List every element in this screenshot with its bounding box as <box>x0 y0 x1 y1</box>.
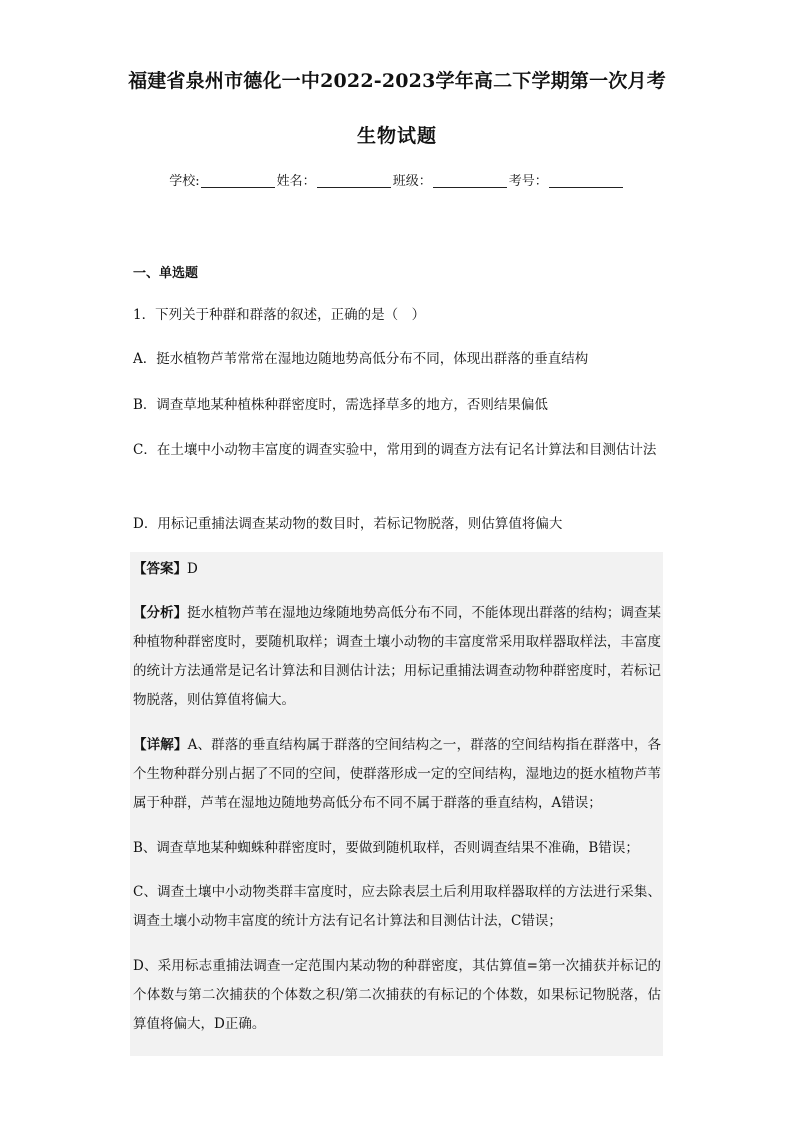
analysis-paragraph <box>133 599 661 715</box>
analysis-text: 挺水植物芦苇在湿地边缘随地势高低分布不同，不能体现出群落的结构；调查某种植物种群密度时，要随机取样；调查土壤小动物的丰富度常采用取样器取样法，丰富度的统计方法通常是记名计算法和目测估计法；用标记重捕法调查动物种群密度时，若标记物脱落，则估算值将偏大。 <box>133 605 662 708</box>
school-label: 学校: <box>169 174 200 189</box>
exam-number-blank[interactable] <box>549 173 623 188</box>
school-blank[interactable] <box>201 173 275 188</box>
option-a: A．挺水植物芦苇常常在湿地边随地势高低分布不同，体现出群落的垂直结构 <box>133 351 589 367</box>
detail-paragraph-d: D、采用标志重捕法调查一定范围内某动物的种群密度，其估算值=第一次捕获并标记的个体数与第二次捕获的个体数之积/第二次捕获的有标记的个体数，如果标记物脱落，估算值将偏大，D正确。 <box>133 958 661 1032</box>
option-c: C．在土壤中小动物丰富度的调查实验中，常用到的调查方法有记名计算法和目测估计法 <box>133 442 657 458</box>
detail-label: 【详解】 <box>133 737 188 753</box>
section-heading: 一、单选题 <box>133 266 199 281</box>
class-blank[interactable] <box>433 173 507 188</box>
detail-a-text: A、群落的垂直结构属于群落的空间结构之一，群落的空间结构指在群落中，各个生物种群分别占据了不同的空间，使群落形成一定的空间结构，湿地边的挺水植物芦苇属于种群，芦苇在湿地边随地势高低分布不同不属于群落的垂直结构，A错误； <box>133 737 662 811</box>
solution-panel <box>130 552 663 1056</box>
class-label: 班级： <box>392 174 432 189</box>
option-d: D．用标记重捕法调查某动物的数目时，若标记物脱落，则估算值将偏大 <box>133 516 563 532</box>
student-info-line <box>0 170 794 194</box>
detail-paragraph-a <box>133 731 661 818</box>
name-blank[interactable] <box>317 173 391 188</box>
document-title: 福建省泉州市德化一中2022-2023学年高二下学期第一次月考 <box>128 70 666 92</box>
question-stem: 1．下列关于种群和群落的叙述，正确的是（ ） <box>133 307 426 323</box>
detail-paragraph-c: C、调查土壤中小动物类群丰富度时，应去除表层土后利用取样器取样的方法进行采集、调查土壤小动物丰富度的统计方法有记名计算法和目测估计法，C错误； <box>133 884 661 929</box>
detail-paragraph-b: B、调查草地某种蜘蛛种群密度时，要做到随机取样，否则调查结果不准确，B错误； <box>133 840 639 856</box>
option-b: B．调查草地某种植株种群密度时，需选择草多的地方，否则结果偏低 <box>133 397 548 413</box>
answer-line <box>133 555 661 584</box>
analysis-label: 【分析】 <box>133 605 188 621</box>
name-label: 姓名： <box>276 174 316 189</box>
answer-label: 【答案】 <box>133 561 187 577</box>
answer-value: D <box>187 561 198 577</box>
exam-number-label: 考号： <box>508 174 548 189</box>
document-subtitle: 生物试题 <box>356 125 437 147</box>
